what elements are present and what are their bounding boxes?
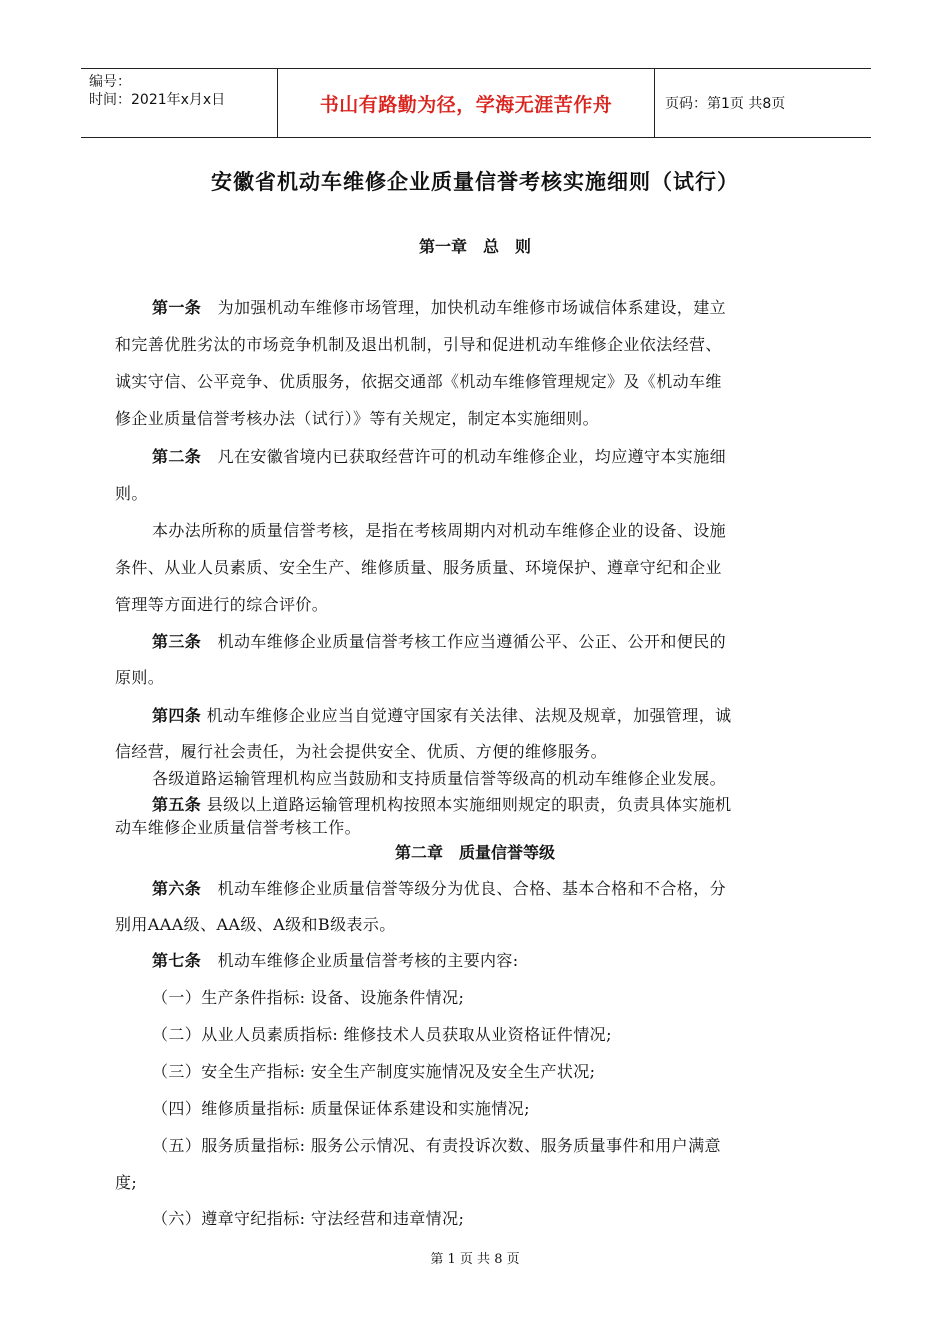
article-4-para-2: 各级道路运输管理机构应当鼓励和支持质量信誉等级高的机动车维修企业发展。 [152,769,727,788]
list-item-1: （一）生产条件指标: 设备、设施条件情况; [152,988,465,1007]
article-4-line-1 [152,703,732,726]
list-item-3: （三）安全生产指标: 安全生产制度实施情况及安全生产状况; [152,1062,596,1081]
article-7-heading: 第七条 [152,951,202,970]
list-item-2: （二）从业人员素质指标: 维修技术人员获取从业资格证件情况; [152,1025,612,1044]
article-6-heading: 第六条 [152,879,202,898]
date-label: 时间：2021年x月x日 [89,92,226,108]
article-2-para-2-line-2: 条件、从业人员素质、安全生产、维修质量、服务质量、环境保护、遵章守纪和企业 [115,558,722,577]
number-label: 编号： [89,74,131,90]
article-7-line-1 [152,948,519,971]
chapter-2-heading: 第二章 质量信誉等级 [394,843,555,862]
article-1-line-3: 诚实守信、公平竞争、优质服务，依据交通部《机动车维修管理规定》及《机动车维 [115,372,722,391]
article-4-heading: 第四条 [152,706,202,725]
article-3-line-2: 原则。 [115,668,165,687]
article-2-line-1 [152,444,726,467]
article-6-text: 机动车维修企业质量信誉等级分为优良、合格、基本合格和不合格，分 [201,879,727,898]
article-5-heading: 第五条 [152,795,202,814]
article-6-line-2: 别用AAA级、AA级、A级和B级表示。 [115,915,396,934]
article-1-heading: 第一条 [152,298,202,317]
article-7-text: 机动车维修企业质量信誉考核的主要内容: [201,951,519,970]
list-item-5-line-1: （五）服务质量指标: 服务公示情况、有责投诉次数、服务质量事件和用户满意 [152,1136,721,1155]
article-4-text: 机动车维修企业应当自觉遵守国家有关法律、法规及规章，加强管理，诚 [201,706,732,725]
article-1-line-1 [152,295,726,318]
article-3-text: 机动车维修企业质量信誉考核工作应当遵循公平、公正、公开和便民的 [201,632,727,651]
document-title: 安徽省机动车维修企业质量信誉考核实施细则（试行） [211,170,739,194]
article-1-line-4: 修企业质量信誉考核办法（试行）》等有关规定，制定本实施细则。 [115,409,600,428]
header-page-label: 页码：第1页 共8页 [665,96,786,112]
header-slogan: 书山有路勤为径，学海无涯苦作舟 [278,69,655,137]
chapter-1-heading: 第一章 总 则 [418,237,531,256]
article-5-line-1 [152,792,732,815]
page-header-table [81,68,871,138]
page-footer: 第 1 页 共 8 页 [430,1252,520,1267]
header-meta-cell [81,69,278,137]
article-6-line-1 [152,876,726,899]
article-1-line-2: 和完善优胜劣汰的市场竞争机制及退出机制，引导和促进机动车维修企业依法经营、 [115,335,722,354]
article-5-line-2: 动车维修企业质量信誉考核工作。 [115,818,362,837]
article-2-para-2-line-1: 本办法所称的质量信誉考核，是指在考核周期内对机动车维修企业的设备、设施 [152,521,727,540]
article-2-heading: 第二条 [152,447,202,466]
article-4-line-2: 信经营，履行社会责任，为社会提供安全、优质、方便的维修服务。 [115,742,608,761]
list-item-4: （四）维修质量指标: 质量保证体系建设和实施情况; [152,1099,530,1118]
list-item-6: （六）遵章守纪指标: 守法经营和违章情况; [152,1209,465,1228]
article-2-para-2-line-3: 管理等方面进行的综合评价。 [115,595,329,614]
article-3-heading: 第三条 [152,632,202,651]
article-2-text: 凡在安徽省境内已获取经营许可的机动车维修企业，均应遵守本实施细 [201,447,727,466]
article-5-text: 县级以上道路运输管理机构按照本实施细则规定的职责，负责具体实施机 [201,795,732,814]
list-item-5-line-2: 度; [115,1173,138,1192]
article-3-line-1 [152,629,726,652]
article-2-line-2: 则。 [115,484,148,503]
article-1-text: 为加强机动车维修市场管理，加快机动车维修市场诚信体系建设，建立 [201,298,727,317]
